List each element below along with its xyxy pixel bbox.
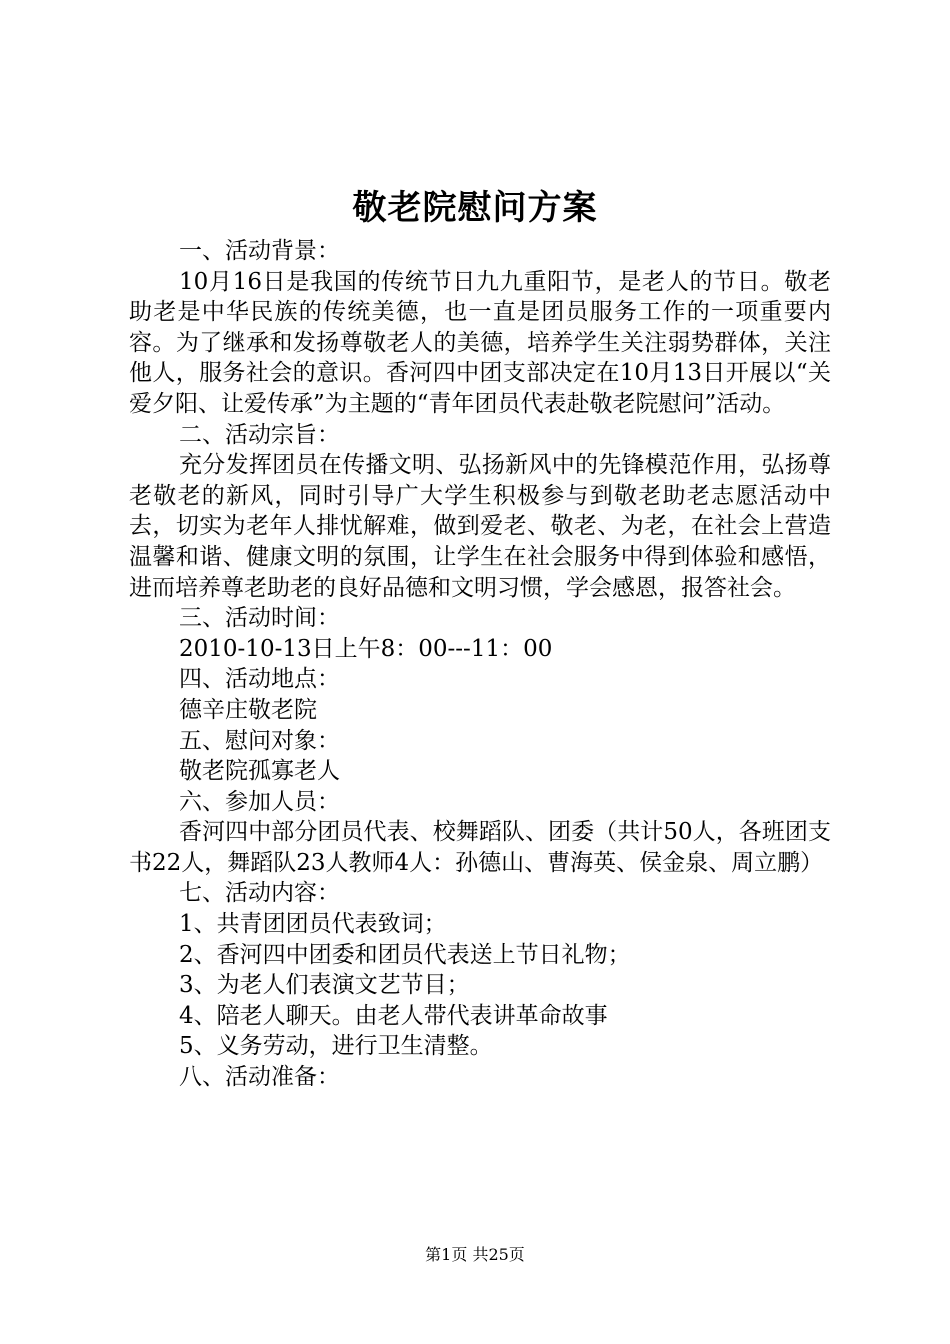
list-item: 1、共青团团员代表致词；	[179, 911, 447, 938]
page-number-footer: 第1页 共25页	[425, 1245, 525, 1264]
paragraph-recipients: 敬老院孤寡老人	[179, 758, 340, 785]
section-heading-background: 一、活动背景：	[179, 238, 340, 264]
section-heading-location: 四、活动地点：	[179, 666, 340, 693]
document-title: 敬老院慰问方案	[352, 188, 598, 228]
paragraph-location: 德辛庄敬老院	[179, 696, 317, 723]
list-item: 3、为老人们表演文艺节目；	[179, 972, 470, 999]
section-heading-content: 七、活动内容：	[179, 880, 340, 907]
document-body	[129, 236, 831, 1093]
paragraph-participants: 香河四中部分团员代表、校舞蹈队、团委（共计50人，各班团支书22人，舞蹈队23人教师4人：孙德山、曹海英、侯金泉、周立鹏）	[129, 819, 831, 876]
list-item: 4、陪老人聊天。由老人带代表讲革命故事	[179, 1002, 608, 1029]
section-heading-recipients: 五、慰问对象：	[179, 727, 340, 754]
section-heading-time: 三、活动时间：	[179, 605, 340, 632]
section-heading-participants: 六、参加人员：	[179, 788, 340, 815]
paragraph-time: 2010-10-13日上午8：00---11：00	[179, 635, 553, 662]
section-heading-purpose: 二、活动宗旨：	[179, 421, 340, 448]
paragraph-purpose: 充分发挥团员在传播文明、弘扬新风中的先锋模范作用，弘扬尊老敬老的新风，同时引导广大学生积极参与到敬老助老志愿活动中去，切实为老年人排忧解难，做到爱老、敬老、为老，在社会上营造温馨和谐、健康文明的氛围，让学生在社会服务中得到体验和感悟，进而培养尊老助老的良好品德和文明习惯，学会感恩，报答社会。	[129, 452, 831, 601]
list-item: 5、义务劳动，进行卫生清整。	[179, 1033, 493, 1060]
list-item: 2、香河四中团委和团员代表送上节日礼物；	[179, 941, 631, 968]
section-heading-preparation: 八、活动准备：	[179, 1064, 340, 1091]
paragraph-background: 10月16日是我国的传统节日九九重阳节，是老人的节日。敬老助老是中华民族的传统美德，也一直是团员服务工作的一项重要内容。为了继承和发扬尊敬老人的美德，培养学生关注弱势群体，关注他人，服务社会的意识。香河四中团支部决定在10月13日开展以“关爱夕阳、让爱传承”为主题的“青年团员代表赴敬老院慰问”活动。	[129, 268, 831, 417]
